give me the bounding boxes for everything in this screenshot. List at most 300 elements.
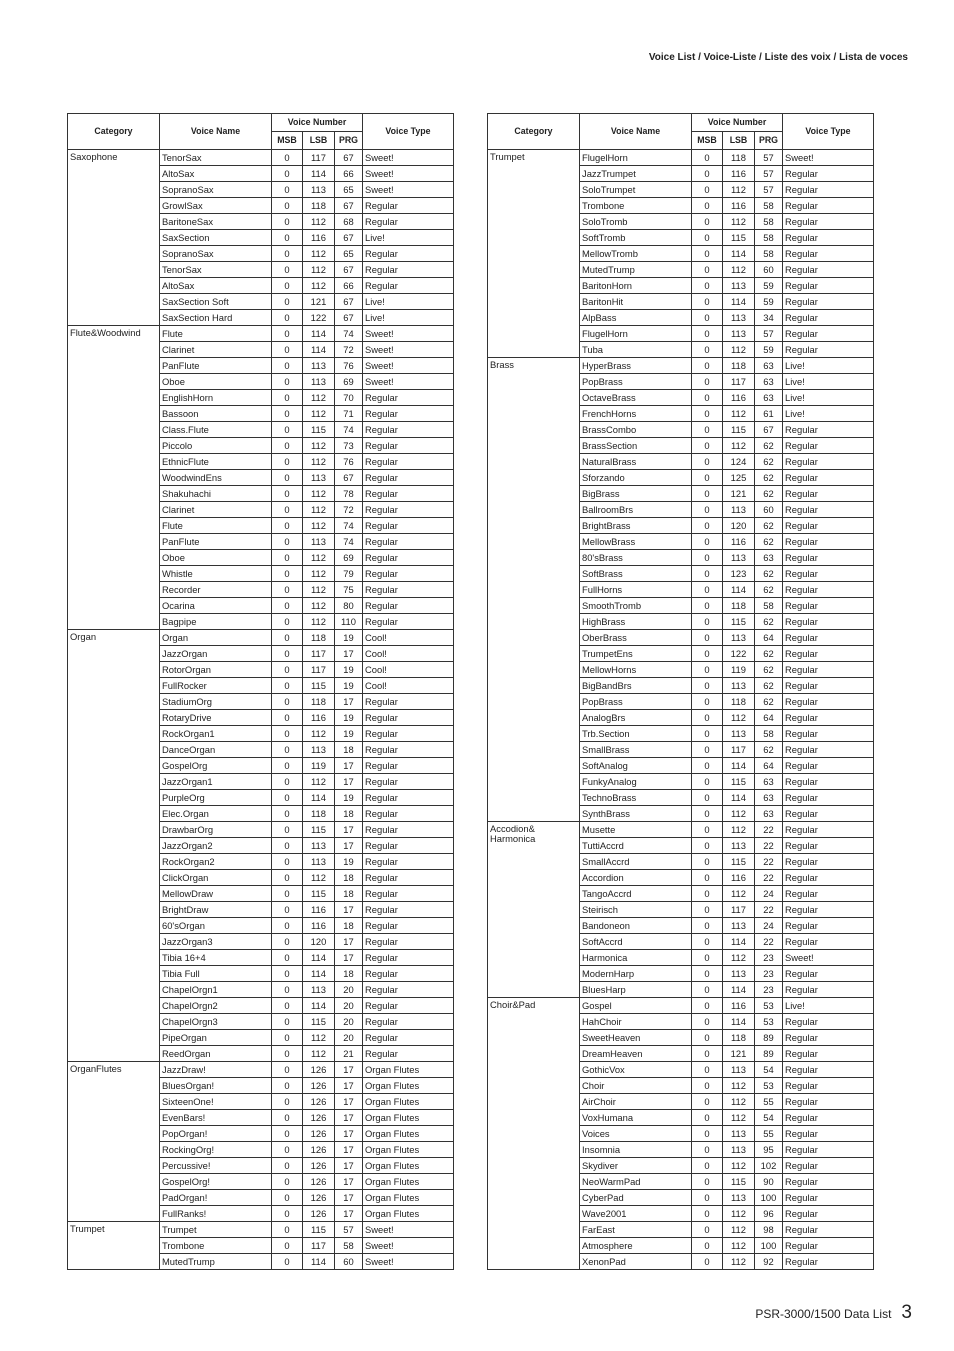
- prg-cell: 63: [755, 358, 783, 374]
- lsb-cell: 114: [303, 1254, 335, 1270]
- msb-cell: 0: [272, 854, 303, 870]
- voice-type-cell: Live!: [783, 374, 874, 390]
- lsb-cell: 112: [303, 1030, 335, 1046]
- prg-cell: 17: [335, 774, 363, 790]
- msb-cell: 0: [692, 1190, 723, 1206]
- voice-type-cell: Live!: [783, 390, 874, 406]
- prg-cell: 62: [755, 678, 783, 694]
- voice-name-cell: Wave2001: [580, 1206, 692, 1222]
- voice-name-cell: Flute: [160, 518, 272, 534]
- lsb-cell: 112: [303, 582, 335, 598]
- msb-cell: 0: [272, 534, 303, 550]
- prg-cell: 64: [755, 710, 783, 726]
- voice-name-cell: BaritonHit: [580, 294, 692, 310]
- prg-cell: 75: [335, 582, 363, 598]
- voice-name-cell: 80'sBrass: [580, 550, 692, 566]
- voice-name-cell: Harmonica: [580, 950, 692, 966]
- voice-type-cell: Regular: [363, 246, 454, 262]
- lsb-cell: 112: [303, 390, 335, 406]
- prg-cell: 23: [755, 966, 783, 982]
- lsb-cell: 112: [723, 342, 755, 358]
- voice-type-cell: Regular: [783, 422, 874, 438]
- lsb-cell: 118: [303, 694, 335, 710]
- voice-type-cell: Sweet!: [363, 342, 454, 358]
- voice-name-cell: FullRanks!: [160, 1206, 272, 1222]
- msb-cell: 0: [272, 438, 303, 454]
- prg-cell: 62: [755, 454, 783, 470]
- voice-type-cell: Regular: [783, 230, 874, 246]
- msb-cell: 0: [692, 1030, 723, 1046]
- prg-cell: 24: [755, 886, 783, 902]
- prg-cell: 19: [335, 678, 363, 694]
- msb-cell: 0: [692, 1062, 723, 1078]
- prg-cell: 59: [755, 278, 783, 294]
- lsb-cell: 115: [303, 1222, 335, 1238]
- msb-cell: 0: [272, 966, 303, 982]
- voice-name-cell: PopBrass: [580, 374, 692, 390]
- voice-name-cell: SoftTromb: [580, 230, 692, 246]
- lsb-cell: 112: [723, 886, 755, 902]
- msb-cell: 0: [272, 614, 303, 630]
- col-lsb: LSB: [303, 132, 335, 150]
- voice-name-cell: DrawbarOrg: [160, 822, 272, 838]
- lsb-cell: 113: [723, 838, 755, 854]
- msb-cell: 0: [272, 182, 303, 198]
- prg-cell: 20: [335, 1030, 363, 1046]
- voice-type-cell: Regular: [783, 1046, 874, 1062]
- lsb-cell: 113: [303, 182, 335, 198]
- col-voice-type: Voice Type: [783, 114, 874, 150]
- voice-type-cell: Regular: [783, 534, 874, 550]
- prg-cell: 67: [335, 310, 363, 326]
- voice-name-cell: Clarinet: [160, 342, 272, 358]
- voice-name-cell: BallroomBrs: [580, 502, 692, 518]
- prg-cell: 67: [335, 470, 363, 486]
- lsb-cell: 115: [723, 774, 755, 790]
- voice-type-cell: Regular: [783, 1126, 874, 1142]
- voice-name-cell: BrightBrass: [580, 518, 692, 534]
- lsb-cell: 117: [723, 742, 755, 758]
- voice-name-cell: SoftAccrd: [580, 934, 692, 950]
- voice-name-cell: AltoSax: [160, 278, 272, 294]
- table-row: [488, 150, 874, 166]
- lsb-cell: 113: [303, 470, 335, 486]
- msb-cell: 0: [692, 774, 723, 790]
- lsb-cell: 114: [723, 790, 755, 806]
- msb-cell: 0: [272, 246, 303, 262]
- lsb-cell: 112: [723, 1206, 755, 1222]
- msb-cell: 0: [272, 806, 303, 822]
- voice-table-right: [487, 113, 874, 1270]
- msb-cell: 0: [272, 294, 303, 310]
- voice-type-cell: Regular: [783, 1238, 874, 1254]
- lsb-cell: 112: [723, 214, 755, 230]
- lsb-cell: 115: [723, 614, 755, 630]
- prg-cell: 110: [335, 614, 363, 630]
- prg-cell: 17: [335, 1094, 363, 1110]
- col-prg: PRG: [335, 132, 363, 150]
- prg-cell: 63: [755, 806, 783, 822]
- msb-cell: 0: [692, 1014, 723, 1030]
- msb-cell: 0: [692, 470, 723, 486]
- voice-name-cell: NeoWarmPad: [580, 1174, 692, 1190]
- msb-cell: 0: [272, 454, 303, 470]
- msb-cell: 0: [692, 902, 723, 918]
- prg-cell: 74: [335, 518, 363, 534]
- lsb-cell: 113: [723, 726, 755, 742]
- prg-cell: 69: [335, 550, 363, 566]
- msb-cell: 0: [692, 518, 723, 534]
- msb-cell: 0: [272, 1030, 303, 1046]
- voice-name-cell: SweetHeaven: [580, 1030, 692, 1046]
- lsb-cell: 114: [723, 934, 755, 950]
- voice-name-cell: Tibia 16+4: [160, 950, 272, 966]
- voice-type-cell: Regular: [783, 934, 874, 950]
- msb-cell: 0: [272, 870, 303, 886]
- prg-cell: 58: [335, 1238, 363, 1254]
- prg-cell: 100: [755, 1238, 783, 1254]
- prg-cell: 22: [755, 934, 783, 950]
- voice-name-cell: FarEast: [580, 1222, 692, 1238]
- msb-cell: 0: [272, 1062, 303, 1078]
- voice-name-cell: Oboe: [160, 550, 272, 566]
- voice-name-cell: ClickOrgan: [160, 870, 272, 886]
- voice-type-cell: Sweet!: [363, 150, 454, 166]
- voice-type-cell: Cool!: [363, 662, 454, 678]
- voice-name-cell: XenonPad: [580, 1254, 692, 1270]
- msb-cell: 0: [272, 1126, 303, 1142]
- voice-name-cell: TechnoBrass: [580, 790, 692, 806]
- msb-cell: 0: [692, 454, 723, 470]
- voice-name-cell: PipeOrgan: [160, 1030, 272, 1046]
- lsb-cell: 114: [303, 342, 335, 358]
- voice-name-cell: BluesOrgan!: [160, 1078, 272, 1094]
- voice-table-left: [67, 113, 454, 1270]
- prg-cell: 74: [335, 326, 363, 342]
- voice-type-cell: Regular: [363, 870, 454, 886]
- lsb-cell: 115: [303, 422, 335, 438]
- msb-cell: 0: [692, 742, 723, 758]
- voice-name-cell: Whistle: [160, 566, 272, 582]
- prg-cell: 89: [755, 1046, 783, 1062]
- lsb-cell: 113: [723, 918, 755, 934]
- voice-name-cell: 60'sOrgan: [160, 918, 272, 934]
- lsb-cell: 112: [723, 1094, 755, 1110]
- voice-type-cell: Regular: [783, 1222, 874, 1238]
- voice-type-cell: Regular: [783, 1174, 874, 1190]
- voice-type-cell: Regular: [783, 198, 874, 214]
- lsb-cell: 112: [723, 1254, 755, 1270]
- prg-cell: 92: [755, 1254, 783, 1270]
- voice-name-cell: JazzOrgan2: [160, 838, 272, 854]
- lsb-cell: 126: [303, 1094, 335, 1110]
- msb-cell: 0: [272, 838, 303, 854]
- col-voice-type: Voice Type: [363, 114, 454, 150]
- voice-type-cell: Live!: [363, 230, 454, 246]
- msb-cell: 0: [272, 934, 303, 950]
- lsb-cell: 115: [723, 1174, 755, 1190]
- category-cell: OrganFlutes: [68, 1062, 160, 1222]
- voice-name-cell: AlpBass: [580, 310, 692, 326]
- lsb-cell: 114: [303, 166, 335, 182]
- prg-cell: 67: [755, 422, 783, 438]
- lsb-cell: 113: [303, 742, 335, 758]
- voice-name-cell: EvenBars!: [160, 1110, 272, 1126]
- voice-type-cell: Regular: [363, 470, 454, 486]
- voice-type-cell: Regular: [363, 726, 454, 742]
- lsb-cell: 118: [723, 694, 755, 710]
- voice-name-cell: RotaryDrive: [160, 710, 272, 726]
- lsb-cell: 114: [723, 1014, 755, 1030]
- col-voice-name: Voice Name: [580, 114, 692, 150]
- lsb-cell: 113: [303, 534, 335, 550]
- lsb-cell: 112: [723, 950, 755, 966]
- voice-type-cell: Regular: [783, 710, 874, 726]
- voice-type-cell: Sweet!: [783, 950, 874, 966]
- lsb-cell: 112: [303, 246, 335, 262]
- voice-name-cell: FullRocker: [160, 678, 272, 694]
- prg-cell: 18: [335, 886, 363, 902]
- voice-type-cell: Regular: [783, 1190, 874, 1206]
- msb-cell: 0: [272, 1094, 303, 1110]
- prg-cell: 20: [335, 998, 363, 1014]
- msb-cell: 0: [692, 1174, 723, 1190]
- voice-name-cell: PopBrass: [580, 694, 692, 710]
- voice-name-cell: NaturalBrass: [580, 454, 692, 470]
- voice-type-cell: Regular: [363, 886, 454, 902]
- msb-cell: 0: [692, 550, 723, 566]
- voice-type-cell: Regular: [783, 806, 874, 822]
- lsb-cell: 116: [303, 918, 335, 934]
- prg-cell: 17: [335, 934, 363, 950]
- voice-name-cell: Elec.Organ: [160, 806, 272, 822]
- msb-cell: 0: [272, 566, 303, 582]
- lsb-cell: 114: [303, 326, 335, 342]
- msb-cell: 0: [692, 966, 723, 982]
- voice-name-cell: Recorder: [160, 582, 272, 598]
- voice-name-cell: FlugelHorn: [580, 326, 692, 342]
- prg-cell: 22: [755, 838, 783, 854]
- prg-cell: 67: [335, 198, 363, 214]
- table-row: [488, 998, 874, 1014]
- voice-name-cell: SynthBrass: [580, 806, 692, 822]
- voice-type-cell: Live!: [783, 358, 874, 374]
- voice-type-cell: Regular: [783, 870, 874, 886]
- lsb-cell: 114: [303, 998, 335, 1014]
- voice-name-cell: MutedTrump: [580, 262, 692, 278]
- lsb-cell: 126: [303, 1190, 335, 1206]
- voice-name-cell: HahChoir: [580, 1014, 692, 1030]
- msb-cell: 0: [692, 806, 723, 822]
- lsb-cell: 113: [723, 326, 755, 342]
- voice-name-cell: FlugelHorn: [580, 150, 692, 166]
- voice-name-cell: Piccolo: [160, 438, 272, 454]
- lsb-cell: 113: [303, 374, 335, 390]
- prg-cell: 58: [755, 598, 783, 614]
- msb-cell: 0: [272, 550, 303, 566]
- voice-name-cell: Flute: [160, 326, 272, 342]
- lsb-cell: 118: [303, 630, 335, 646]
- lsb-cell: 113: [303, 838, 335, 854]
- col-voice-number: Voice Number: [692, 114, 783, 132]
- prg-cell: 62: [755, 662, 783, 678]
- voice-type-cell: Regular: [783, 838, 874, 854]
- msb-cell: 0: [272, 1190, 303, 1206]
- voice-name-cell: Tibia Full: [160, 966, 272, 982]
- col-category: Category: [68, 114, 160, 150]
- msb-cell: 0: [272, 758, 303, 774]
- voice-type-cell: Organ Flutes: [363, 1190, 454, 1206]
- voice-type-cell: Regular: [363, 998, 454, 1014]
- msb-cell: 0: [692, 1126, 723, 1142]
- msb-cell: 0: [692, 614, 723, 630]
- category-cell: Organ: [68, 630, 160, 1062]
- lsb-cell: 112: [303, 614, 335, 630]
- msb-cell: 0: [272, 166, 303, 182]
- lsb-cell: 113: [303, 358, 335, 374]
- prg-cell: 102: [755, 1158, 783, 1174]
- msb-cell: 0: [692, 1222, 723, 1238]
- prg-cell: 61: [755, 406, 783, 422]
- msb-cell: 0: [692, 534, 723, 550]
- msb-cell: 0: [692, 1110, 723, 1126]
- msb-cell: 0: [272, 598, 303, 614]
- prg-cell: 22: [755, 822, 783, 838]
- voice-type-cell: Regular: [783, 518, 874, 534]
- voice-name-cell: GrowlSax: [160, 198, 272, 214]
- lsb-cell: 118: [723, 358, 755, 374]
- lsb-cell: 113: [723, 278, 755, 294]
- col-prg: PRG: [755, 132, 783, 150]
- msb-cell: 0: [692, 150, 723, 166]
- voice-type-cell: Regular: [783, 630, 874, 646]
- msb-cell: 0: [692, 886, 723, 902]
- prg-cell: 17: [335, 822, 363, 838]
- lsb-cell: 114: [303, 790, 335, 806]
- prg-cell: 95: [755, 1142, 783, 1158]
- voice-type-cell: Regular: [783, 182, 874, 198]
- voice-type-cell: Regular: [363, 806, 454, 822]
- prg-cell: 67: [335, 262, 363, 278]
- prg-cell: 17: [335, 1126, 363, 1142]
- voice-name-cell: SoloTromb: [580, 214, 692, 230]
- lsb-cell: 113: [723, 1126, 755, 1142]
- voice-type-cell: Regular: [783, 1014, 874, 1030]
- msb-cell: 0: [692, 982, 723, 998]
- lsb-cell: 119: [723, 662, 755, 678]
- lsb-cell: 117: [303, 1238, 335, 1254]
- prg-cell: 17: [335, 1206, 363, 1222]
- voice-name-cell: WoodwindEns: [160, 470, 272, 486]
- voice-name-cell: JazzTrumpet: [580, 166, 692, 182]
- voice-name-cell: Organ: [160, 630, 272, 646]
- prg-cell: 18: [335, 918, 363, 934]
- voice-name-cell: AirChoir: [580, 1094, 692, 1110]
- voice-type-cell: Regular: [783, 918, 874, 934]
- prg-cell: 67: [335, 294, 363, 310]
- prg-cell: 64: [755, 758, 783, 774]
- col-voice-number: Voice Number: [272, 114, 363, 132]
- prg-cell: 63: [755, 550, 783, 566]
- lsb-cell: 124: [723, 454, 755, 470]
- prg-cell: 23: [755, 982, 783, 998]
- voice-name-cell: ReedOrgan: [160, 1046, 272, 1062]
- prg-cell: 17: [335, 1078, 363, 1094]
- prg-cell: 17: [335, 950, 363, 966]
- prg-cell: 17: [335, 902, 363, 918]
- lsb-cell: 118: [303, 806, 335, 822]
- voice-type-cell: Regular: [783, 246, 874, 262]
- lsb-cell: 114: [723, 982, 755, 998]
- prg-cell: 54: [755, 1062, 783, 1078]
- voice-type-cell: Organ Flutes: [363, 1094, 454, 1110]
- prg-cell: 18: [335, 806, 363, 822]
- prg-cell: 60: [755, 502, 783, 518]
- lsb-cell: 116: [723, 166, 755, 182]
- msb-cell: 0: [692, 310, 723, 326]
- lsb-cell: 116: [303, 902, 335, 918]
- voice-name-cell: TuttiAccrd: [580, 838, 692, 854]
- table-row: [68, 630, 454, 646]
- msb-cell: 0: [692, 630, 723, 646]
- voice-name-cell: Oboe: [160, 374, 272, 390]
- voice-name-cell: JazzOrgan3: [160, 934, 272, 950]
- prg-cell: 58: [755, 230, 783, 246]
- msb-cell: 0: [272, 774, 303, 790]
- voice-type-cell: Regular: [783, 454, 874, 470]
- msb-cell: 0: [272, 406, 303, 422]
- lsb-cell: 112: [303, 502, 335, 518]
- voice-type-cell: Regular: [363, 438, 454, 454]
- prg-cell: 17: [335, 646, 363, 662]
- voice-type-cell: Regular: [783, 502, 874, 518]
- voice-name-cell: BaritoneSax: [160, 214, 272, 230]
- voice-type-cell: Regular: [363, 902, 454, 918]
- page-header: Voice List / Voice-Liste / Liste des voix / Lista de voces: [648, 52, 908, 63]
- prg-cell: 57: [755, 150, 783, 166]
- voice-name-cell: PanFlute: [160, 358, 272, 374]
- voice-name-cell: SopranoSax: [160, 182, 272, 198]
- voice-name-cell: ChapelOrgn1: [160, 982, 272, 998]
- voice-type-cell: Regular: [363, 502, 454, 518]
- msb-cell: 0: [692, 838, 723, 854]
- prg-cell: 54: [755, 1110, 783, 1126]
- page-number: 3: [901, 1302, 912, 1323]
- page-footer: [755, 1302, 912, 1324]
- lsb-cell: 120: [303, 934, 335, 950]
- lsb-cell: 116: [303, 710, 335, 726]
- voice-name-cell: Bagpipe: [160, 614, 272, 630]
- prg-cell: 63: [755, 390, 783, 406]
- prg-cell: 62: [755, 614, 783, 630]
- prg-cell: 17: [335, 1158, 363, 1174]
- voice-name-cell: Choir: [580, 1078, 692, 1094]
- voice-name-cell: GospelOrg!: [160, 1174, 272, 1190]
- voice-name-cell: SmallBrass: [580, 742, 692, 758]
- prg-cell: 23: [755, 950, 783, 966]
- voice-name-cell: AltoSax: [160, 166, 272, 182]
- prg-cell: 62: [755, 486, 783, 502]
- voice-type-cell: Regular: [783, 982, 874, 998]
- msb-cell: 0: [692, 422, 723, 438]
- lsb-cell: 112: [303, 598, 335, 614]
- voice-type-cell: Regular: [783, 822, 874, 838]
- msb-cell: 0: [272, 1046, 303, 1062]
- table-row: [68, 150, 454, 166]
- voice-name-cell: DreamHeaven: [580, 1046, 692, 1062]
- voice-type-cell: Regular: [783, 742, 874, 758]
- prg-cell: 98: [755, 1222, 783, 1238]
